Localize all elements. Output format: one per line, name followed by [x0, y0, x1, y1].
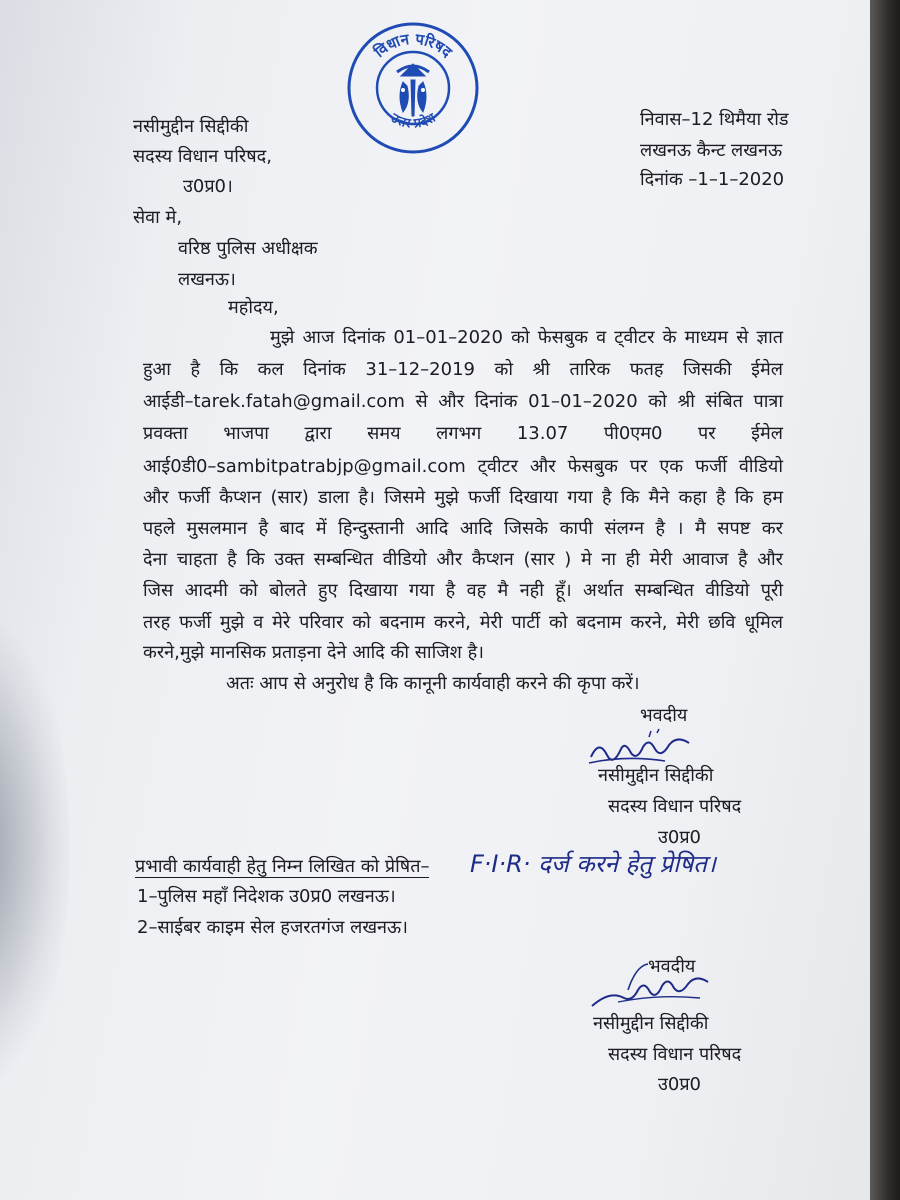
body-line: पहले मुसलमान है बाद में हिन्दुस्तानी आदि आदि जिसके कापी संलग्न है । मै सपष्ट कर — [143, 518, 783, 539]
recipient-to: सेवा मे, — [133, 207, 183, 228]
body-line: जिस आदमी को बोलते हुए दिखाया गया है वह मै नही हूँ। अर्थात सम्बन्धित वीडियो पूरी — [143, 580, 783, 601]
handwritten-fir-note: F·I·R· दर्ज करने हेतु प्रेषित। — [470, 850, 717, 878]
body-line: आईडी–tarek.fatah@gmail.com से और दिनांक 01–01–2020 को श्री संबित पात्रा — [143, 391, 783, 412]
forward-item: 1–पुलिस महाँ निदेशक उ0प्र0 लखनऊ। — [137, 886, 396, 907]
signature-image — [588, 960, 713, 1012]
sender-name: नसीमुद्दीन सिद्दीकी — [133, 116, 249, 137]
body-line: मुझे आज दिनांक 01–01–2020 को फेसबुक व ट्वीटर के माध्यम से ज्ञात — [270, 327, 783, 348]
closing-designation: सदस्य विधान परिषद — [608, 796, 742, 817]
closing-yours: भवदीय — [640, 705, 688, 726]
forward-heading — [135, 855, 429, 879]
sender-designation: सदस्य विधान परिषद, — [133, 146, 272, 167]
seal-bottom-text: उत्तर प्रदेश — [387, 110, 439, 132]
address-line1: निवास–12 थिमैया रोड — [640, 109, 789, 130]
body-line: आई0डी0–sambitpatrabjp@gmail.com ट्वीटर और फेसबुक पर एक फर्जी वीडियो — [143, 456, 783, 477]
closing-state: उ0प्र0 — [658, 827, 702, 848]
fish-emblem-icon — [397, 64, 429, 116]
body-line: हुआ है कि कल दिनांक 31–12–2019 को श्री तारिक फतह जिसकी ईमेल — [143, 359, 783, 380]
sender-state: उ0प्र0। — [183, 176, 233, 197]
closing2-designation: सदस्य विधान परिषद — [608, 1044, 742, 1065]
closing2-yours: भवदीय — [648, 956, 696, 977]
letter-date: दिनांक –1–1–2020 — [640, 169, 785, 190]
body-line: तरह फर्जी मुझे व मेरे परिवार को बदनाम करने, मेरी पार्टी को बदनाम करने, मेरी छवि धूमिल — [143, 612, 783, 633]
forward-heading-text: प्रभावी कार्यवाही हेतु निम्न लिखित को प्रेषित– — [135, 856, 430, 877]
svg-text:विधान परिषद — [370, 30, 456, 62]
forward-item: 2–साईबर काइम सेल हजरतगंज लखनऊ। — [137, 917, 409, 938]
seal-top-text: विधान परिषद — [370, 29, 456, 62]
closing2-state: उ0प्र0 — [658, 1074, 702, 1095]
address-line2: लखनऊ कैन्ट लखनऊ — [640, 140, 783, 161]
salutation: महोदय, — [228, 297, 279, 318]
closing-name: नसीमुद्दीन सिद्दीकी — [598, 765, 714, 786]
request-line: अतः आप से अनुरोध है कि कानूनी कार्यवाही करने की कृपा करें। — [226, 673, 640, 694]
table-edge — [870, 0, 900, 1200]
recipient-title: वरिष्ठ पुलिस अधीक्षक — [178, 238, 318, 259]
closing2-name: नसीमुद्दीन सिद्दीकी — [593, 1013, 709, 1034]
body-line: देना चाहता है कि उक्त सम्बन्धित वीडियो और कैप्शन (सार ) मे ना ही मेरी आवाज है और — [143, 549, 783, 570]
body-line: करने,मुझे मानसिक प्रताड़ना देने आदि की साजिश है। — [143, 642, 484, 663]
recipient-city: लखनऊ। — [178, 269, 236, 290]
up-legislative-council-seal — [345, 20, 481, 156]
body-line: और फर्जी कैप्शन (सार) डाला है। जिसमे मुझे फर्जी दिखाया गया है कि मैने कहा है कि हम — [143, 487, 783, 508]
body-line: प्रवक्ता भाजपा द्वारा समय लगभग 13.07 पी0एम0 पर ईमेल — [143, 423, 783, 444]
